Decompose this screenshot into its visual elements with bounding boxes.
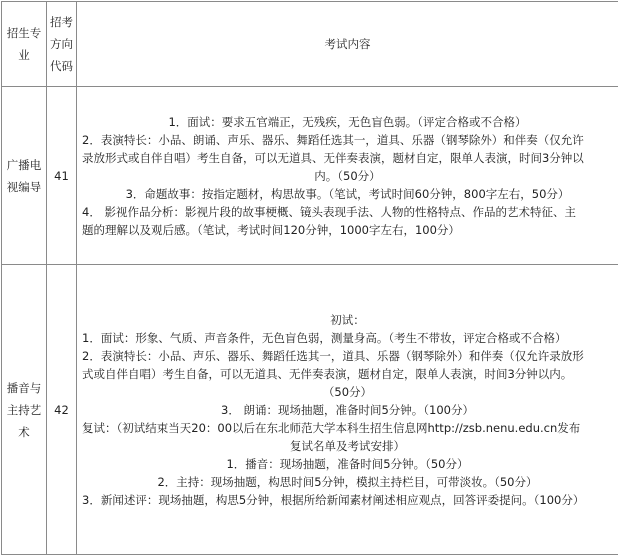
content-line: 内。（50分） bbox=[82, 167, 613, 185]
header-code bbox=[47, 2, 77, 87]
header-major bbox=[2, 2, 47, 87]
header-major-line: 业 bbox=[2, 44, 46, 66]
content-cell bbox=[77, 265, 618, 555]
content-line: （50分） bbox=[82, 383, 613, 401]
content-line: 1．播音：现场抽题，准备时间5分钟。（50分） bbox=[82, 455, 613, 473]
content-line: 4． 影视作品分析：影视片段的故事梗概、镜头表现手法、人物的性格特点、作品的艺术特征、主 bbox=[82, 203, 613, 221]
header-code-line: 方向 bbox=[47, 33, 76, 55]
content-line: 2．表演特长：小品、朗诵、声乐、器乐、舞蹈任选其一，道具、乐器（钢琴除外）和伴奏（仅允许 bbox=[82, 131, 613, 149]
code-cell: 41 bbox=[47, 87, 77, 265]
content-line: 2．主持：现场抽题，构思时间5分钟，模拟主持栏目，可带淡妆。（50分） bbox=[82, 473, 613, 491]
content-line: 复试：（初试结束当天20：00以后在东北师范大学本科生招生信息网http://zsb.nenu.edu.cn发布 bbox=[82, 419, 613, 437]
content-line: 2．表演特长：小品、声乐、器乐、舞蹈任选其一，道具、乐器（钢琴除外）和伴奏（仅允许录放形 bbox=[82, 347, 613, 365]
content-line: 题的理解以及观后感。（笔试，考试时间120分钟，1000字左右，100分） bbox=[82, 221, 613, 239]
content-line: 3． 朗诵：现场抽题，准备时间5分钟。（100分） bbox=[82, 401, 613, 419]
header-code-line: 招考 bbox=[47, 11, 76, 33]
content-line: 初试： bbox=[82, 311, 613, 329]
content-line: 3．新闻述评：现场抽题，构思5分钟，根据所给新闻素材阐述相应观点，回答评委提问。（100分） bbox=[82, 491, 613, 509]
content-cell bbox=[77, 87, 618, 265]
major-line: 主持艺 bbox=[2, 399, 46, 421]
content-line: 复试名单及考试安排） bbox=[82, 437, 613, 455]
content-line: 1．面试：形象、气质、声音条件，无色盲色弱，测量身高。（考生不带妆，评定合格或不合格） bbox=[82, 329, 613, 347]
major-cell bbox=[2, 87, 47, 265]
major-cell bbox=[2, 265, 47, 555]
header-content: 考试内容 bbox=[77, 2, 618, 87]
major-line: 视编导 bbox=[2, 176, 46, 198]
table-header-row bbox=[2, 2, 618, 87]
table-row bbox=[2, 265, 618, 555]
table-row bbox=[2, 87, 618, 265]
content-line: 3．命题故事：按指定题材，构思故事。（笔试，考试时间60分钟，800字左右，50分） bbox=[82, 185, 613, 203]
content-line: 1．面试：要求五官端正，无残疾，无色盲色弱。（评定合格或不合格） bbox=[82, 113, 613, 131]
content-line: 录放形式或自伴自唱）考生自备，可以无道具、无伴奏表演，题材自定，限单人表演，时间3分钟以 bbox=[82, 149, 613, 167]
header-major-line: 招生专 bbox=[2, 22, 46, 44]
code-cell: 42 bbox=[47, 265, 77, 555]
major-line: 术 bbox=[2, 421, 46, 443]
major-line: 播音与 bbox=[2, 377, 46, 399]
content-line: 式或自伴自唱）考生自备，可以无道具、无伴奏表演，题材自定，限单人表演，时间3分钟以内。 bbox=[82, 365, 613, 383]
exam-content-table bbox=[1, 1, 618, 555]
major-line: 广播电 bbox=[2, 154, 46, 176]
header-code-line: 代码 bbox=[47, 55, 76, 77]
